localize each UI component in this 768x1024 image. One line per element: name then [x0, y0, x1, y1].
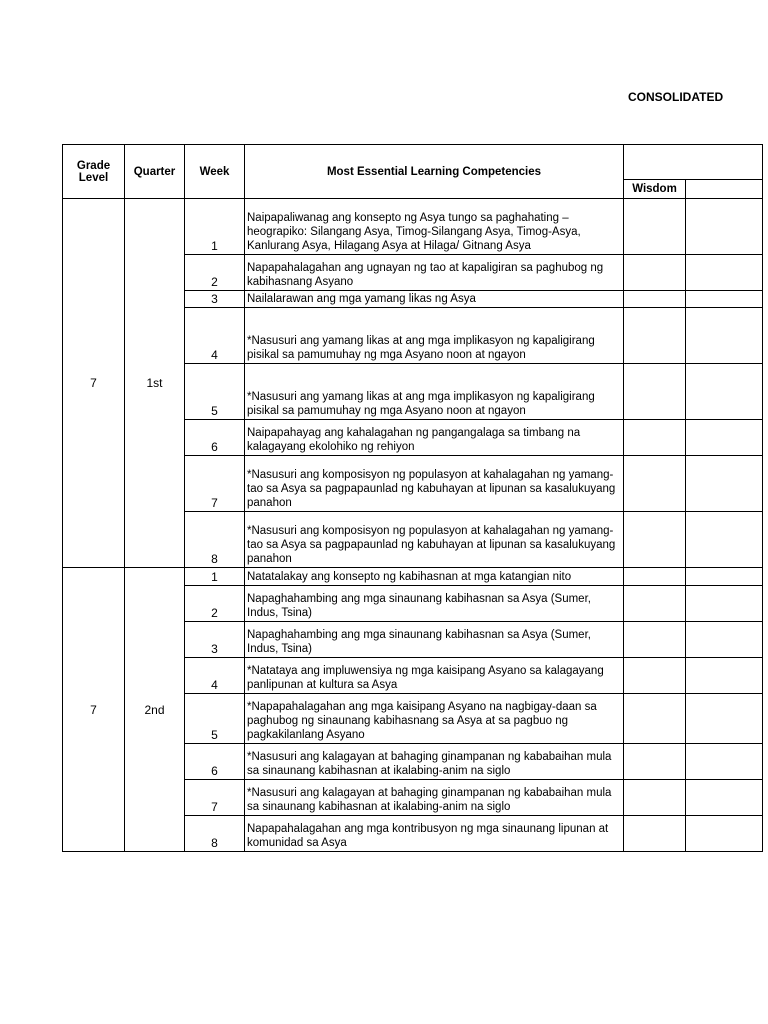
wisdom-cell	[624, 744, 686, 780]
wisdom-cell	[624, 456, 686, 512]
values-cell	[686, 744, 763, 780]
header-next	[686, 180, 763, 199]
week-cell: 8	[185, 816, 245, 852]
values-cell	[686, 780, 763, 816]
values-cell	[686, 308, 763, 364]
header-grade-level: Grade Level	[63, 145, 125, 199]
wisdom-cell	[624, 255, 686, 291]
week-cell: 7	[185, 456, 245, 512]
document-title: CONSOLIDATED	[628, 90, 724, 104]
header-quarter: Quarter	[125, 145, 185, 199]
competency-cell: Naipapahayag ang kahalagahan ng pangangalaga sa timbang na kalagayang ekolohiko ng rehiyon	[245, 420, 624, 456]
competency-cell: Napaghahambing ang mga sinaunang kabihasnan sa Asya (Sumer, Indus, Tsina)	[245, 622, 624, 658]
values-cell	[686, 364, 763, 420]
wisdom-cell	[624, 512, 686, 568]
week-cell: 1	[185, 568, 245, 586]
values-cell	[686, 694, 763, 744]
values-cell	[686, 199, 763, 255]
table-viewport	[62, 144, 684, 874]
competency-cell: *Napapahalagahan ang mga kaisipang Asyano na nagbigay-daan sa paghubog ng sinaunang kabihasnang sa Asya at sa pagbuo ng pagkakilanlang Asyano	[245, 694, 624, 744]
competency-cell: *Nasusuri ang yamang likas at ang mga implikasyon ng kapaligirang pisikal sa pamumuhay ng mga Asyano noon at ngayon	[245, 308, 624, 364]
wisdom-cell	[624, 568, 686, 586]
values-cell	[686, 658, 763, 694]
week-cell: 3	[185, 622, 245, 658]
values-cell	[686, 456, 763, 512]
competency-cell: Napapahalagahan ang mga kontribusyon ng mga sinaunang lipunan at komunidad sa Asya	[245, 816, 624, 852]
wisdom-cell	[624, 308, 686, 364]
wisdom-cell	[624, 420, 686, 456]
competency-cell: Napapahalagahan ang ugnayan ng tao at kapaligiran sa paghubog ng kabihasnang Asyano	[245, 255, 624, 291]
header-values-group	[624, 145, 763, 180]
wisdom-cell	[624, 622, 686, 658]
week-cell: 2	[185, 255, 245, 291]
values-cell	[686, 586, 763, 622]
values-cell	[686, 291, 763, 308]
values-cell	[686, 420, 763, 456]
competency-cell: *Nasusuri ang yamang likas at ang mga implikasyon ng kapaligirang pisikal sa pamumuhay ng mga Asyano noon at ngayon	[245, 364, 624, 420]
wisdom-cell	[624, 694, 686, 744]
competency-table	[62, 144, 763, 852]
grade-level-cell: 7	[63, 568, 125, 852]
week-cell: 8	[185, 512, 245, 568]
competency-cell: Natatalakay ang konsepto ng kabihasnan at mga katangian nito	[245, 568, 624, 586]
week-cell: 5	[185, 694, 245, 744]
week-cell: 3	[185, 291, 245, 308]
wisdom-cell	[624, 364, 686, 420]
week-cell: 4	[185, 658, 245, 694]
grade-level-cell: 7	[63, 199, 125, 568]
competency-cell: *Nasusuri ang komposisyon ng populasyon at kahalagahan ng yamang-tao sa Asya sa pagpapaunlad ng kabuhayan at lipunan sa kasalukuyang panahon	[245, 456, 624, 512]
values-cell	[686, 512, 763, 568]
table-row	[63, 568, 763, 586]
table-row	[63, 199, 763, 255]
week-cell: 5	[185, 364, 245, 420]
week-cell: 2	[185, 586, 245, 622]
quarter-cell: 2nd	[125, 568, 185, 852]
week-cell: 7	[185, 780, 245, 816]
wisdom-cell	[624, 816, 686, 852]
wisdom-cell	[624, 586, 686, 622]
values-cell	[686, 816, 763, 852]
values-cell	[686, 622, 763, 658]
competency-cell: Napaghahambing ang mga sinaunang kabihasnan sa Asya (Sumer, Indus, Tsina)	[245, 586, 624, 622]
competency-cell: *Nasusuri ang kalagayan at bahaging ginampanan ng kababaihan mula sa sinaunang kabihasnan at ikalabing-anim na siglo	[245, 744, 624, 780]
week-cell: 4	[185, 308, 245, 364]
competency-cell: *Nasusuri ang kalagayan at bahaging ginampanan ng kababaihan mula sa sinaunang kabihasnan at ikalabing-anim na siglo	[245, 780, 624, 816]
header-competencies: Most Essential Learning Competencies	[245, 145, 624, 199]
competency-cell: *Nasusuri ang komposisyon ng populasyon at kahalagahan ng yamang-tao sa Asya sa pagpapaunlad ng kabuhayan at lipunan sa kasalukuyang panahon	[245, 512, 624, 568]
quarter-cell: 1st	[125, 199, 185, 568]
wisdom-cell	[624, 658, 686, 694]
values-cell	[686, 568, 763, 586]
wisdom-cell	[624, 291, 686, 308]
week-cell: 1	[185, 199, 245, 255]
week-cell: 6	[185, 744, 245, 780]
week-cell: 6	[185, 420, 245, 456]
header-week: Week	[185, 145, 245, 199]
competency-cell: Naipapaliwanag ang konsepto ng Asya tungo sa paghahating – heograpiko: Silangang Asya, Timog-Silangang Asya, Timog-Asya, Kanlurang Asya, Hilagang Asya at Hilaga/ Gitnang Asya	[245, 199, 624, 255]
header-wisdom: Wisdom	[624, 180, 686, 199]
wisdom-cell	[624, 199, 686, 255]
values-cell	[686, 255, 763, 291]
competency-cell: *Natataya ang impluwensiya ng mga kaisipang Asyano sa kalagayang panlipunan at kultura sa Asya	[245, 658, 624, 694]
wisdom-cell	[624, 780, 686, 816]
competency-cell: Nailalarawan ang mga yamang likas ng Asya	[245, 291, 624, 308]
